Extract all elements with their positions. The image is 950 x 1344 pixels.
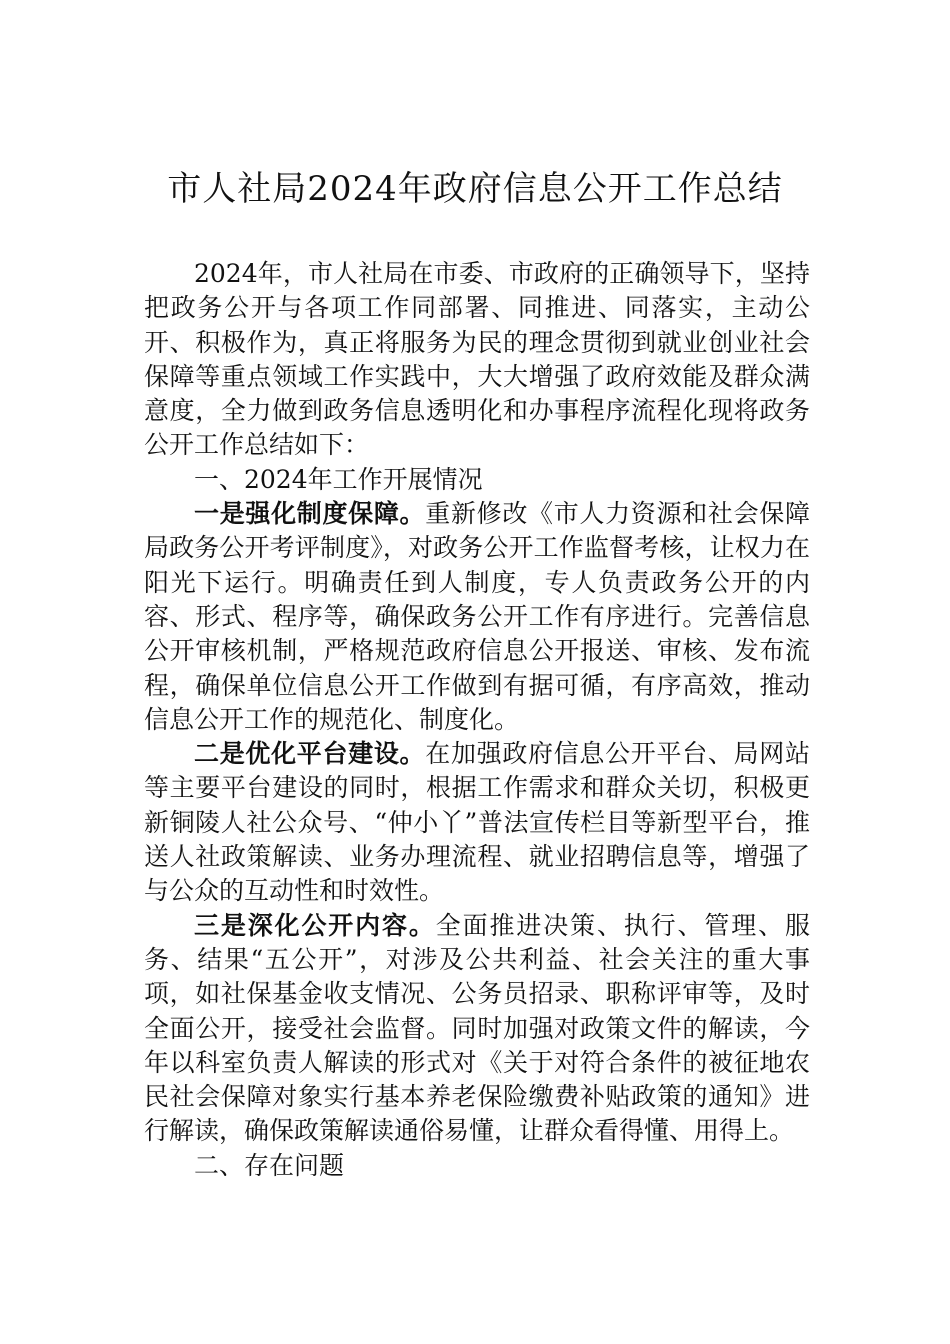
intro-paragraph: 2024年，市人社局在市委、市政府的正确领导下，坚持把政务公开与各项工作同部署、同推进、同落实，主动公开、积极作为，真正将服务为民的理念贯彻到就业创业社会保障等重点领域工作实践中，大大增强了政府效能及群众满意度，全力做到政务信息透明化和办事程序流程化现将政务公开工作总结如下：: [144, 259, 810, 460]
item-paragraph-2: [144, 737, 810, 908]
item-text-2: 在加强政府信息公开平台、局网站等主要平台建设的同时，根据工作需求和群众关切，积极更新铜陵人社公众号、“仲小丫”普法宣传栏目等新型平台，推送人社政策解读、业务办理流程、就业招聘信息等，增强了与公众的互动性和时效性。: [144, 739, 810, 906]
item-lead-2: 二是优化平台建设。: [194, 739, 426, 769]
item-paragraph-3: [144, 909, 810, 1149]
section-heading-2: 二、存在问题: [194, 1150, 345, 1180]
item-lead-3: 三是深化公开内容。: [194, 910, 436, 940]
section-heading-1: 一、2024年工作开展情况: [194, 464, 483, 494]
document-body: [144, 257, 810, 1183]
document-title: 市人社局2024年政府信息公开工作总结: [167, 169, 783, 209]
item-lead-1: 一是强化制度保障。: [194, 499, 426, 529]
item-text-1: 重新修改《市人力资源和社会保障局政务公开考评制度》，对政务公开工作监督考核，让权力在阳光下运行。明确责任到人制度，专人负责政务公开的内容、形式、程序等，确保政务公开工作有序进行。完善信息公开审核机制，严格规范政府信息公开报送、审核、发布流程，确保单位信息公开工作做到有据可循，有序高效，推动信息公开工作的规范化、制度化。: [144, 499, 810, 734]
item-text-3: 全面推进决策、执行、管理、服务、结果“五公开”，对涉及公共利益、社会关注的重大事项，如社保基金收支情况、公务员招录、职称评审等，及时全面公开，接受社会监督。同时加强对政策文件的解读，今年以科室负责人解读的形式对《关于对符合条件的被征地农民社会保障对象实行基本养老保险缴费补贴政策的通知》进行解读，确保政策解读通俗易懂，让群众看得懂、用得上。: [144, 910, 810, 1146]
item-paragraph-1: [144, 497, 810, 737]
